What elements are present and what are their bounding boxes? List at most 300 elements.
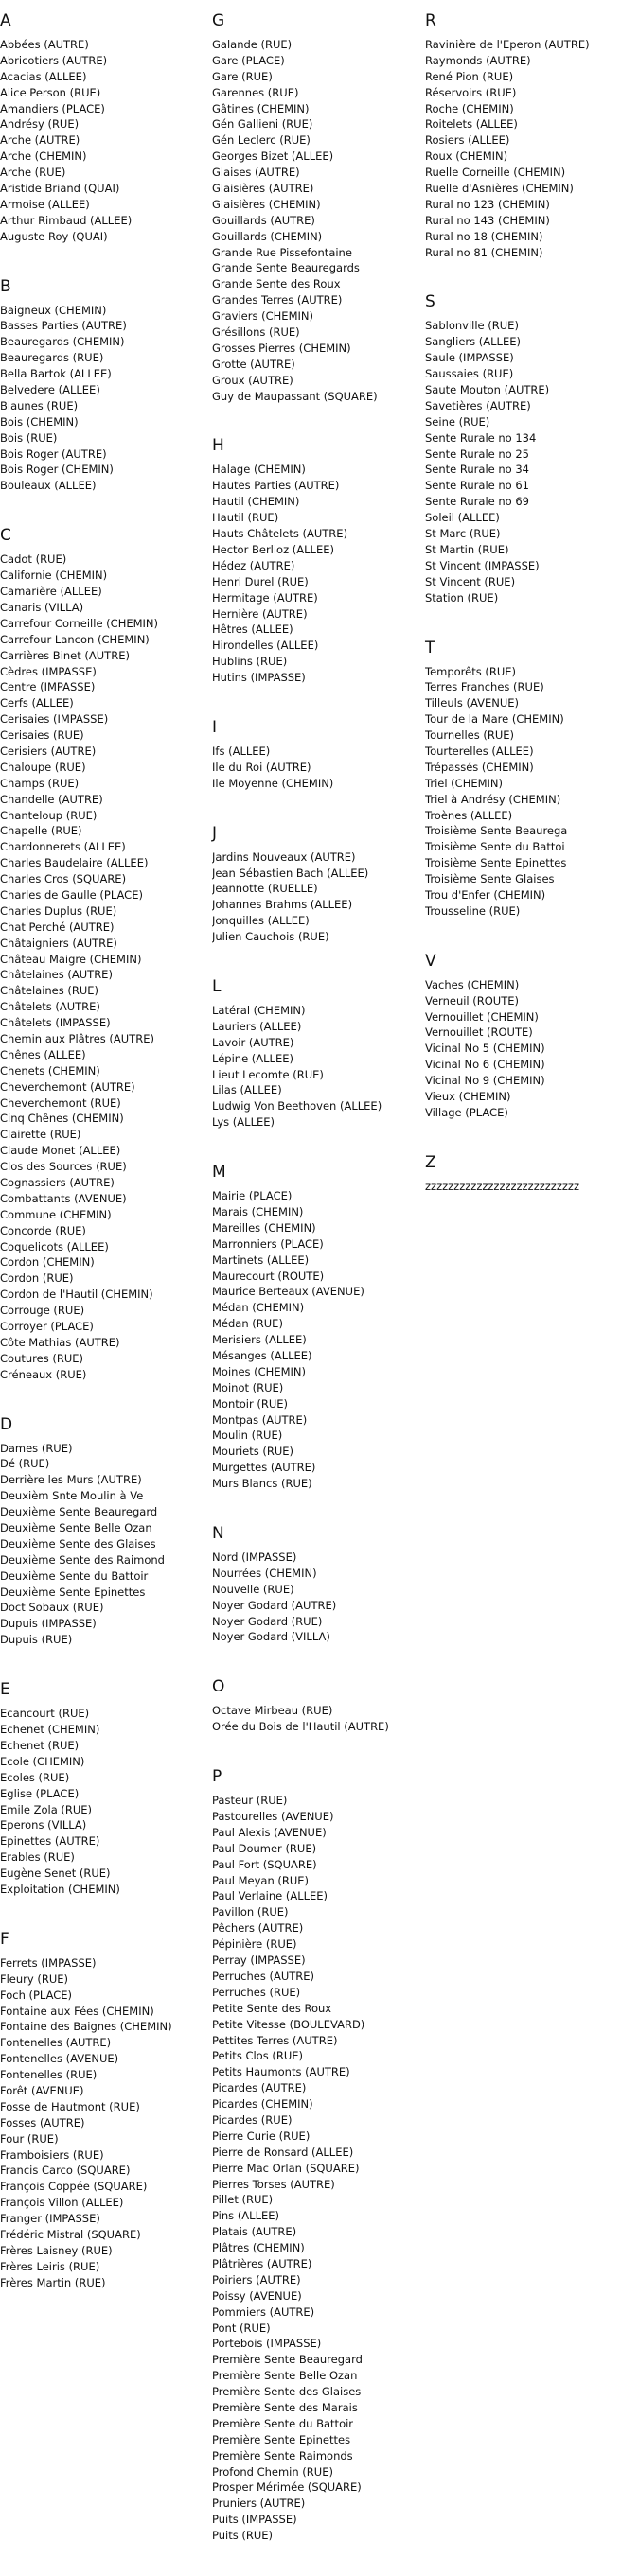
street-item: Cheverchemont (AUTRE) [0, 1079, 135, 1094]
street-item: Fosse de Hautmont (RUE) [0, 2099, 140, 2113]
street-item: Pastourelles (AVENUE) [212, 1810, 334, 1824]
street-item: Gâtines (CHEMIN) [212, 101, 310, 115]
letter-group-f [0, 1930, 204, 2291]
street-item: Garennes (RUE) [212, 85, 299, 99]
street-item: Pierre de Ronsard (ALLEE) [212, 2145, 354, 2159]
street-item: Tour de la Mare (CHEMIN) [425, 712, 564, 727]
street-item: Commune (CHEMIN) [0, 1207, 112, 1221]
street-item: Gare (PLACE) [212, 53, 285, 67]
letter-heading: H [212, 436, 224, 456]
street-item: Première Sente Epinettes [212, 2432, 351, 2446]
letter-heading: V [425, 951, 436, 971]
street-item: Montoir (RUE) [212, 1396, 289, 1411]
street-item: Vernouillet (CHEMIN) [425, 1009, 539, 1024]
street-item: Alice Person (RUE) [0, 85, 101, 99]
street-item: Orée du Bois de l'Hautil (AUTRE) [212, 1720, 389, 1734]
street-item: Château Maigre (CHEMIN) [0, 952, 142, 966]
street-item: Cerisiers (AUTRE) [0, 744, 97, 758]
street-item: Troènes (ALLEE) [425, 808, 513, 822]
street-item: Cordon (RUE) [0, 1271, 74, 1286]
street-item: Frères Leiris (RUE) [0, 2259, 100, 2273]
street-item: Saussaies (RUE) [425, 367, 514, 381]
street-item: Grande Sente Beauregards [212, 261, 360, 275]
street-item: Cognassiers (AUTRE) [0, 1176, 115, 1189]
street-item: Cerfs (ALLEE) [0, 696, 74, 710]
street-item: Petite Sente des Roux [212, 2001, 332, 2015]
column-1 [0, 11, 204, 2323]
street-list [425, 977, 629, 1121]
street-item: Paul Doumer (RUE) [212, 1841, 317, 1855]
letter-group-v [425, 952, 629, 1121]
street-item: Galande (RUE) [212, 38, 293, 51]
letter-heading: A [0, 11, 11, 30]
street-item: Plâtres (CHEMIN) [212, 2241, 305, 2255]
street-item: Hautil (CHEMIN) [212, 495, 300, 509]
letter-heading: N [212, 1524, 224, 1544]
street-item: François Villon (ALLEE) [0, 2196, 124, 2210]
street-item: Groux (AUTRE) [212, 373, 293, 387]
street-item: Rural no 18 (CHEMIN) [425, 229, 543, 243]
street-item: Clos des Sources (RUE) [0, 1160, 127, 1174]
street-list [0, 552, 204, 1382]
letter-heading: C [0, 526, 11, 546]
street-list [212, 1550, 416, 1645]
street-item: Ludwig Von Beethoven (ALLEE) [212, 1099, 382, 1113]
street-item: Chat Perché (AUTRE) [0, 920, 115, 934]
street-item: Nourrées (CHEMIN) [212, 1566, 317, 1580]
street-item: Noyer Godard (RUE) [212, 1614, 323, 1628]
street-item: Guy de Maupassant (SQUARE) [212, 389, 378, 403]
letter-heading: P [212, 1767, 222, 1787]
street-item: Biaunes (RUE) [0, 398, 79, 412]
street-item: Grotte (AUTRE) [212, 357, 295, 371]
street-item: Deuxième Sente Belle Ozan [0, 1521, 152, 1535]
street-item: Sente Rurale no 61 [425, 479, 529, 493]
street-item: Plâtrières (AUTRE) [212, 2256, 312, 2270]
street-item: St Vincent (RUE) [425, 574, 516, 588]
street-item: Saute Mouton (AUTRE) [425, 383, 550, 397]
street-item: Fontenelles (AVENUE) [0, 2052, 119, 2066]
street-item: Roux (CHEMIN) [425, 149, 508, 164]
street-item: Deuxième Sente Beauregard [0, 1505, 158, 1519]
street-item: Jonquilles (ALLEE) [212, 914, 310, 928]
letter-heading: T [425, 638, 435, 657]
street-item: Rosiers (ALLEE) [425, 133, 510, 148]
letter-heading: D [0, 1414, 13, 1434]
street-item: Première Sente Raimonds [212, 2448, 353, 2462]
street-item: Pêchers (AUTRE) [212, 1921, 304, 1936]
street-item: Cerisaies (RUE) [0, 728, 84, 743]
street-item: Raymonds (AUTRE) [425, 53, 531, 67]
street-item: Lieut Lecomte (RUE) [212, 1067, 324, 1081]
street-item: Lauriers (ALLEE) [212, 1019, 302, 1033]
street-item: Seine (RUE) [425, 414, 490, 429]
street-item: Eugène Senet (RUE) [0, 1866, 111, 1881]
street-list [0, 1441, 204, 1649]
street-item: Graviers (CHEMIN) [212, 309, 313, 324]
street-item: Triel (CHEMIN) [425, 776, 504, 790]
street-item: St Martin (RUE) [425, 542, 509, 556]
street-item: Ruelle d'Asnières (CHEMIN) [425, 182, 574, 196]
street-item: Pillet (RUE) [212, 2193, 274, 2207]
letter-group-e [0, 1680, 204, 1898]
street-item: Châtelets (IMPASSE) [0, 1016, 111, 1030]
street-item: Troisième Sente Beaurega [425, 824, 568, 838]
street-item: Cinq Chênes (CHEMIN) [0, 1112, 124, 1126]
street-item: Gouillards (AUTRE) [212, 213, 315, 227]
street-item: Glaises (AUTRE) [212, 166, 300, 180]
street-item: Frères Laisney (RUE) [0, 2243, 113, 2257]
street-item: Murgettes (AUTRE) [212, 1461, 316, 1475]
street-item: Chanteloup (RUE) [0, 808, 98, 822]
street-item: Moinot (RUE) [212, 1380, 284, 1394]
letter-group-t [425, 639, 629, 920]
street-item: Eglise (PLACE) [0, 1786, 80, 1800]
street-item: Exploitation (CHEMIN) [0, 1882, 120, 1896]
street-list [425, 37, 629, 260]
street-item: Chênes (ALLEE) [0, 1047, 86, 1061]
street-item: Portebois (IMPASSE) [212, 2337, 322, 2351]
street-item: Nord (IMPASSE) [212, 1551, 297, 1565]
street-list [212, 1003, 416, 1130]
street-item: Arche (RUE) [0, 166, 66, 180]
letter-group-i [212, 718, 416, 792]
street-item: Eperons (VILLA) [0, 1818, 87, 1832]
street-item: Pins (ALLEE) [212, 2209, 279, 2223]
street-item: Beauregards (RUE) [0, 351, 104, 365]
street-item: Bouleaux (ALLEE) [0, 479, 97, 493]
street-item: Erables (RUE) [0, 1850, 75, 1865]
street-item: Troisième Sente du Battoi [425, 840, 565, 854]
street-item: Poiriers (AUTRE) [212, 2272, 301, 2287]
street-item: Vicinal No 5 (CHEMIN) [425, 1042, 545, 1056]
street-item: Glaisières (AUTRE) [212, 182, 314, 196]
street-item: Hublins (RUE) [212, 655, 288, 669]
street-item: Médan (CHEMIN) [212, 1301, 305, 1315]
street-list [212, 462, 416, 685]
street-list [212, 744, 416, 792]
street-item: Chaloupe (RUE) [0, 760, 86, 774]
street-item: Bella Bartok (ALLEE) [0, 367, 112, 381]
street-list [425, 318, 629, 605]
street-item: Murs Blancs (RUE) [212, 1477, 312, 1491]
street-item: Pierre Curie (RUE) [212, 2129, 311, 2143]
street-item: Station (RUE) [425, 590, 499, 605]
street-item: Gén Leclerc (RUE) [212, 133, 311, 148]
street-list [212, 850, 416, 945]
street-item: Perruches (RUE) [212, 1985, 301, 1999]
street-item: Hauts Châtelets (AUTRE) [212, 527, 348, 541]
street-item: Mouriets (RUE) [212, 1445, 294, 1459]
letter-heading: G [212, 11, 225, 30]
street-item: Fontenelles (RUE) [0, 2068, 98, 2082]
letter-group-h [212, 436, 416, 685]
street-item: Sente Rurale no 34 [425, 463, 529, 477]
letter-group-m [212, 1163, 416, 1492]
letter-heading: S [425, 292, 435, 312]
street-item: Fontenelles (AUTRE) [0, 2036, 112, 2050]
street-item: Chandelle (AUTRE) [0, 792, 103, 806]
street-item: François Coppée (SQUARE) [0, 2180, 148, 2194]
street-item: Chenets (CHEMIN) [0, 1063, 100, 1078]
street-item: Acacias (ALLEE) [0, 69, 87, 83]
letter-heading: I [212, 717, 218, 737]
street-item: Côte Mathias (AUTRE) [0, 1335, 120, 1349]
street-item: Frédéric Mistral (SQUARE) [0, 2227, 141, 2241]
street-item: Hector Berlioz (ALLEE) [212, 542, 334, 556]
street-item: Petite Vitesse (BOULEVARD) [212, 2017, 365, 2031]
letter-group-l [212, 977, 416, 1130]
street-item: Mareilles (CHEMIN) [212, 1220, 316, 1235]
letter-heading: J [212, 823, 218, 843]
street-item: Ecoles (RUE) [0, 1770, 70, 1784]
street-item: Gare (RUE) [212, 69, 273, 83]
street-item: Lépine (ALLEE) [212, 1051, 293, 1065]
street-item: Dames (RUE) [0, 1441, 73, 1455]
street-item: Julien Cauchois (RUE) [212, 930, 329, 944]
street-item: Forêt (AVENUE) [0, 2083, 84, 2097]
street-item: Corrouge (RUE) [0, 1304, 85, 1318]
street-item: Grande Rue Pissefontaine [212, 245, 352, 259]
street-list [212, 37, 416, 404]
street-item: Tilleuls (AVENUE) [425, 696, 519, 710]
street-item: Cheverchemont (RUE) [0, 1095, 121, 1110]
street-item: Picardes (AUTRE) [212, 2081, 307, 2095]
letter-heading: L [212, 976, 222, 996]
street-item: Derrière les Murs (AUTRE) [0, 1473, 142, 1487]
letter-heading: Z [425, 1152, 436, 1172]
street-item: Dupuis (IMPASSE) [0, 1617, 97, 1631]
street-item: Dé (RUE) [0, 1457, 50, 1471]
street-item: Puits (IMPASSE) [212, 2513, 297, 2527]
letter-group-a [0, 11, 204, 245]
street-item: Petits Clos (RUE) [212, 2049, 304, 2063]
street-item: Grande Sente des Roux [212, 277, 341, 291]
street-item: Pierres Torses (AUTRE) [212, 2177, 335, 2191]
street-item: Première Sente des Marais [212, 2400, 358, 2414]
street-item: Sablonville (RUE) [425, 319, 519, 333]
street-item: Moines (CHEMIN) [212, 1364, 306, 1378]
street-item: Vicinal No 6 (CHEMIN) [425, 1058, 545, 1072]
letter-group-n [212, 1524, 416, 1645]
letter-group-z [425, 1153, 629, 1195]
street-item: Fontaine des Baignes (CHEMIN) [0, 2020, 172, 2034]
street-item: Bois (CHEMIN) [0, 414, 79, 429]
street-item: Andrésy (RUE) [0, 117, 80, 131]
street-item: Cerisaies (IMPASSE) [0, 712, 109, 727]
street-item: Savetières (AUTRE) [425, 398, 531, 412]
letter-heading: O [212, 1677, 225, 1697]
street-item: St Vincent (IMPASSE) [425, 558, 540, 572]
street-item: Coquelicots (ALLEE) [0, 1239, 109, 1253]
street-item: Henri Durel (RUE) [212, 574, 309, 588]
street-item: Aristide Briand (QUAI) [0, 182, 120, 196]
letter-heading: R [425, 11, 436, 30]
street-item: Grosses Pierres (CHEMIN) [212, 341, 351, 355]
street-item: Pierre Mac Orlan (SQUARE) [212, 2161, 360, 2175]
street-item: Bois (RUE) [0, 430, 58, 445]
street-item: Abbées (AUTRE) [0, 38, 89, 51]
street-item: Première Sente Beauregard [212, 2353, 363, 2367]
street-item: Arche (AUTRE) [0, 133, 80, 148]
street-item: Foch (PLACE) [0, 1988, 73, 2002]
street-item: Troisième Sente Glaises [425, 872, 555, 886]
street-item: Clairette (RUE) [0, 1128, 81, 1142]
street-item: Bois Roger (AUTRE) [0, 447, 107, 461]
street-item: Pasteur (RUE) [212, 1794, 288, 1808]
street-item: Corroyer (PLACE) [0, 1320, 94, 1334]
street-item: Fontaine aux Fées (CHEMIN) [0, 2004, 154, 2018]
street-item: Platais (AUTRE) [212, 2225, 297, 2239]
street-item: Ile Moyenne (CHEMIN) [212, 776, 334, 790]
street-item: Vicinal No 9 (CHEMIN) [425, 1074, 545, 1088]
street-item: Terres Franches (RUE) [425, 680, 544, 694]
street-item: Noyer Godard (VILLA) [212, 1630, 330, 1644]
street-item: St Marc (RUE) [425, 527, 501, 541]
street-item: Ruelle Corneille (CHEMIN) [425, 166, 566, 180]
street-item: Carrefour Lancon (CHEMIN) [0, 632, 150, 646]
street-item: zzzzzzzzzzzzzzzzzzzzzzzzzzz [425, 1179, 579, 1193]
street-item: Nouvelle (RUE) [212, 1582, 294, 1596]
street-item: Temporêts (RUE) [425, 664, 517, 678]
letter-group-p [212, 1767, 416, 2544]
street-item: Paul Meyan (RUE) [212, 1873, 310, 1887]
street-item: Octave Mirbeau (RUE) [212, 1704, 333, 1718]
street-item: Trousseline (RUE) [425, 903, 521, 918]
street-list [212, 1793, 416, 2544]
letter-group-c [0, 526, 204, 1382]
street-item: Troisième Sente Epinettes [425, 856, 567, 870]
street-list [0, 37, 204, 245]
street-item: Vieux (CHEMIN) [425, 1089, 511, 1103]
street-item: Montpas (AUTRE) [212, 1412, 308, 1427]
street-item: Arche (CHEMIN) [0, 149, 87, 164]
street-item: Camarière (ALLEE) [0, 585, 102, 599]
street-item: Francis Carco (SQUARE) [0, 2164, 131, 2178]
street-item: Maurecourt (ROUTE) [212, 1269, 325, 1283]
letter-heading: F [0, 1929, 9, 1949]
street-item: Gén Gallieni (RUE) [212, 117, 313, 131]
letter-group-o [212, 1677, 416, 1735]
street-item: Mairie (PLACE) [212, 1189, 293, 1203]
letter-group-r [425, 11, 629, 260]
street-item: Sente Rurale no 69 [425, 495, 529, 509]
street-item: Georges Bizet (ALLEE) [212, 149, 334, 164]
street-item: Rural no 143 (CHEMIN) [425, 213, 550, 227]
street-item: Charles de Gaulle (PLACE) [0, 887, 143, 902]
street-item: Picardes (RUE) [212, 2112, 293, 2127]
street-item: Jeannotte (RUELLE) [212, 882, 318, 896]
street-item: Réservoirs (RUE) [425, 85, 517, 99]
street-item: Lavoir (AUTRE) [212, 1035, 294, 1049]
street-item: Claude Monet (ALLEE) [0, 1144, 121, 1158]
street-item: Pont (RUE) [212, 2321, 271, 2335]
street-item: Roitelets (ALLEE) [425, 117, 518, 131]
letter-group-s [425, 292, 629, 605]
street-item: Paul Fort (SQUARE) [212, 1857, 317, 1871]
street-item: Maurice Berteaux (AVENUE) [212, 1285, 364, 1299]
street-item: Sente Rurale no 25 [425, 447, 529, 461]
street-item: Pépinière (RUE) [212, 1937, 297, 1952]
street-list [0, 303, 204, 495]
street-item: Tourterelles (ALLEE) [425, 744, 534, 758]
street-item: Belvedere (ALLEE) [0, 383, 100, 397]
street-item: Deuxième Sente du Battoir [0, 1568, 149, 1583]
street-item: Profond Chemin (RUE) [212, 2464, 333, 2479]
street-item: Village (PLACE) [425, 1105, 508, 1119]
street-item: Châtelaines (RUE) [0, 984, 99, 998]
street-item: Jardins Nouveaux (AUTRE) [212, 850, 356, 864]
street-item: Frères Martin (RUE) [0, 2275, 106, 2289]
street-item: Pommiers (AUTRE) [212, 2304, 315, 2319]
street-item: Martinets (ALLEE) [212, 1253, 310, 1267]
street-item: Trépassés (CHEMIN) [425, 760, 534, 774]
street-item: Charles Duplus (RUE) [0, 903, 117, 918]
street-item: Trou d'Enfer (CHEMIN) [425, 887, 546, 902]
street-item: Roche (CHEMIN) [425, 101, 514, 115]
street-item: Charles Cros (SQUARE) [0, 872, 127, 886]
column-2 [212, 11, 416, 2576]
street-item: Triel à Andrésy (CHEMIN) [425, 792, 561, 806]
street-item: Vaches (CHEMIN) [425, 977, 520, 991]
street-item: Baigneux (CHEMIN) [0, 303, 107, 317]
street-item: Chapelle (RUE) [0, 824, 82, 838]
street-item: Médan (RUE) [212, 1317, 283, 1331]
street-item: Perruches (AUTRE) [212, 1969, 315, 1983]
street-item: Hirondelles (ALLEE) [212, 639, 319, 653]
street-list [425, 664, 629, 920]
street-item: Chemin aux Plâtres (AUTRE) [0, 1031, 154, 1045]
street-list [0, 1955, 204, 2291]
letter-heading: E [0, 1680, 10, 1700]
street-item: Canaris (VILLA) [0, 600, 84, 614]
street-item: Poissy (AVENUE) [212, 2288, 302, 2303]
street-item: Deuxième Sente Epinettes [0, 1585, 146, 1599]
street-item: Concorde (RUE) [0, 1223, 86, 1237]
street-item: Lys (ALLEE) [212, 1115, 275, 1130]
street-item: Tournelles (RUE) [425, 728, 515, 743]
street-item: Première Sente des Glaises [212, 2385, 362, 2399]
street-item: Hernière (AUTRE) [212, 606, 308, 621]
letter-heading: B [0, 276, 11, 296]
street-item: Ecole (CHEMIN) [0, 1754, 85, 1768]
street-item: Rural no 81 (CHEMIN) [425, 245, 543, 259]
street-item: Ecancourt (RUE) [0, 1707, 90, 1721]
street-item: Cadot (RUE) [0, 552, 67, 567]
street-item: Hêtres (ALLEE) [212, 622, 293, 637]
street-item: Glaisières (CHEMIN) [212, 197, 321, 211]
street-item: Moulin (RUE) [212, 1428, 283, 1443]
street-item: Hautes Parties (AUTRE) [212, 479, 340, 493]
street-item: Combattants (AVENUE) [0, 1191, 127, 1205]
street-item: Fosses (AUTRE) [0, 2115, 85, 2129]
letter-group-g [212, 11, 416, 404]
street-item: Bois Roger (CHEMIN) [0, 463, 114, 477]
street-item: Prosper Mérimée (SQUARE) [212, 2480, 362, 2495]
street-item: Perray (IMPASSE) [212, 1954, 306, 1968]
street-list [212, 1703, 416, 1735]
street-item: Hautil (RUE) [212, 511, 279, 525]
street-item: Pettites Terres (AUTRE) [212, 2033, 338, 2047]
street-item: Doct Sobaux (RUE) [0, 1601, 104, 1615]
street-item: Puits (RUE) [212, 2529, 274, 2543]
street-item: Pruniers (AUTRE) [212, 2497, 306, 2511]
street-item: Cordon (CHEMIN) [0, 1255, 95, 1270]
street-item: Saule (IMPASSE) [425, 351, 514, 365]
street-item: Halage (CHEMIN) [212, 463, 306, 477]
letter-heading: M [212, 1163, 226, 1183]
street-item: Marais (CHEMIN) [212, 1204, 304, 1218]
